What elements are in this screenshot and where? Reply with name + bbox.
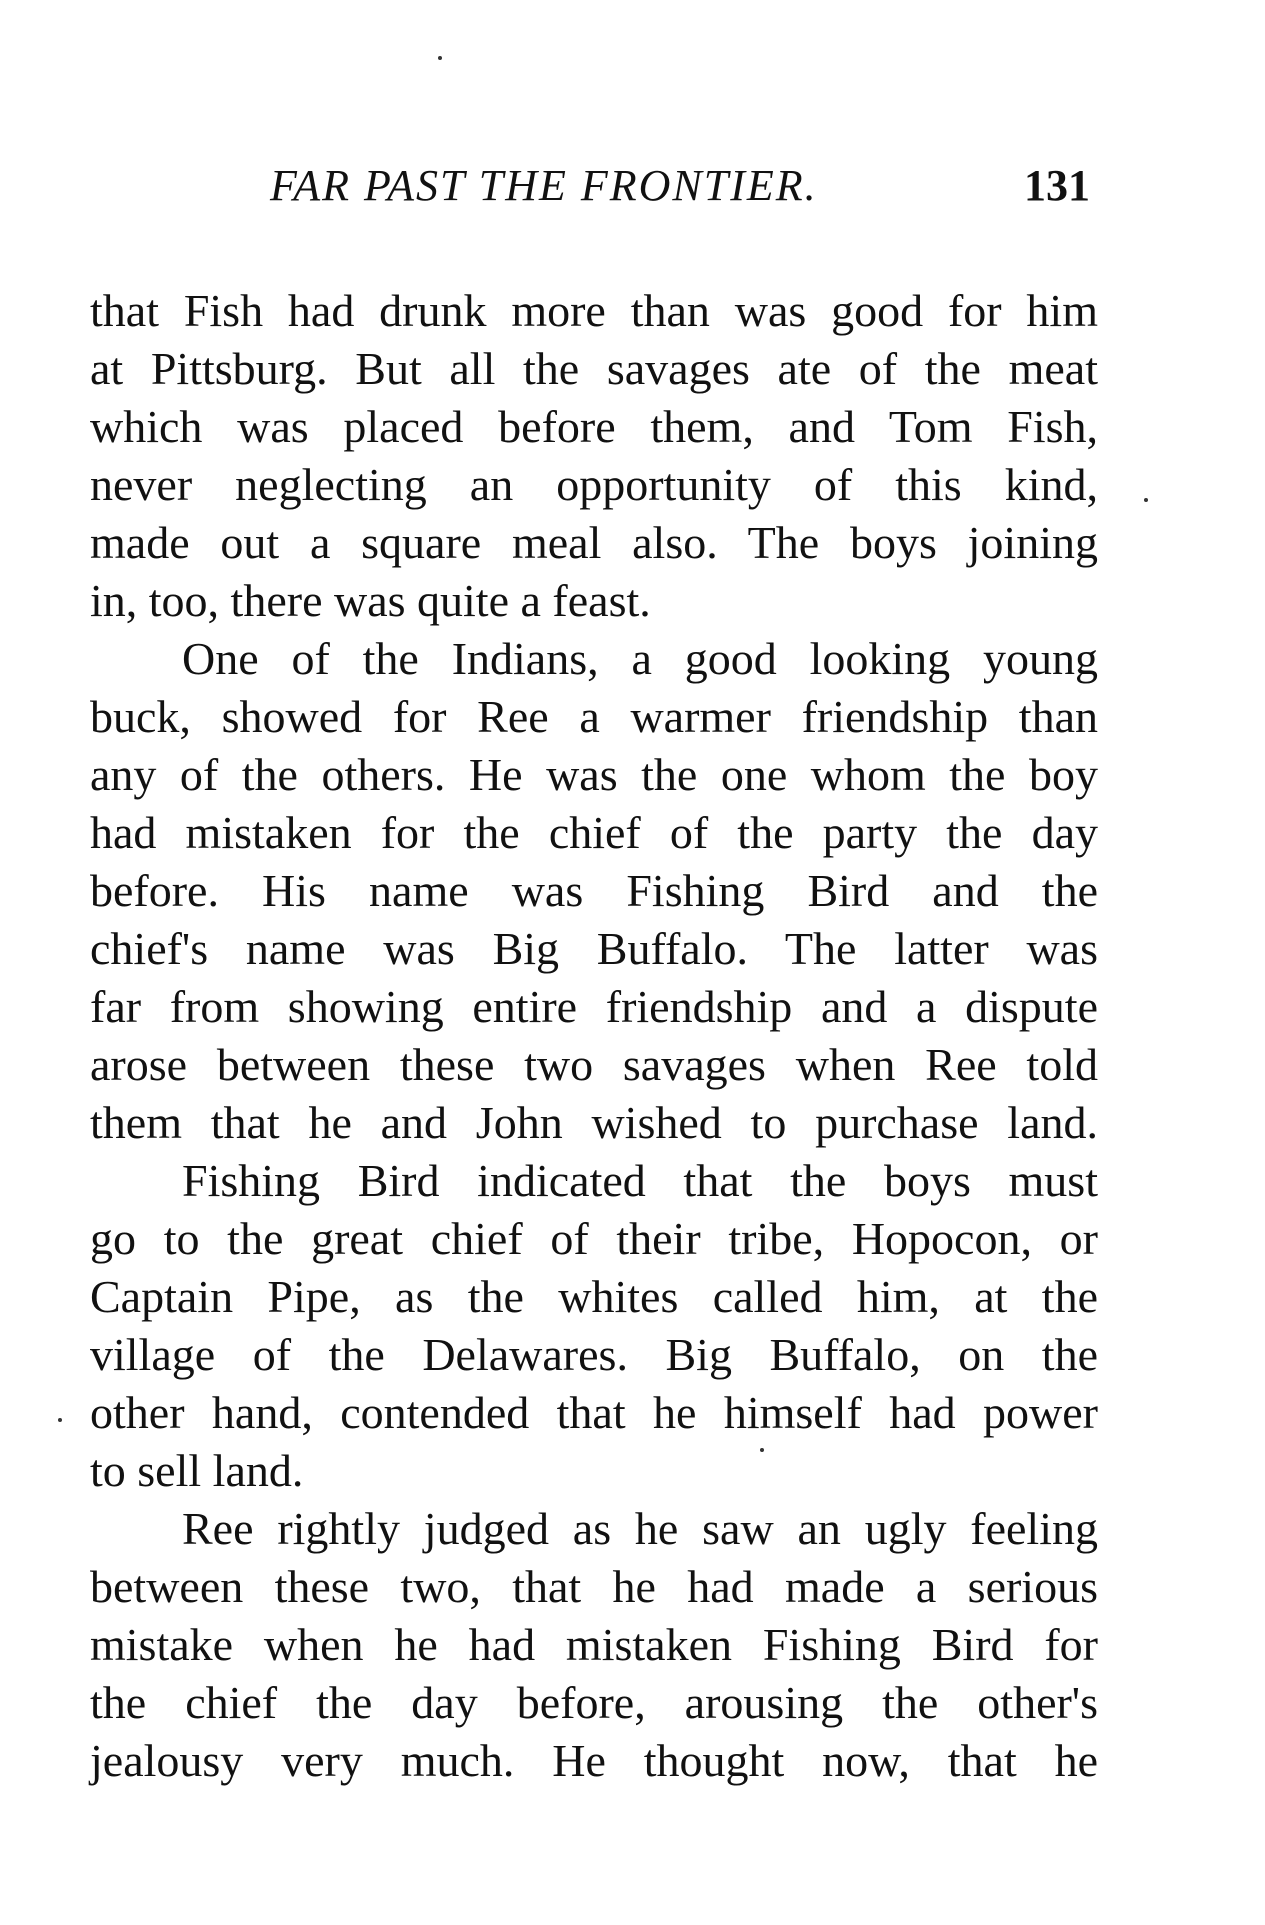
- text-line: mistake when he had mistaken Fishing Bird for: [90, 1619, 1098, 1670]
- text-line: far from showing entire friendship and a dispute: [90, 981, 1098, 1032]
- text-line: made out a square meal also. The boys joining: [90, 517, 1098, 568]
- text-line: the chief the day before, arousing the other's: [90, 1677, 1098, 1728]
- paragraph-first-line: Ree rightly judged as he saw an ugly feeling: [182, 1503, 1098, 1554]
- text-line: Captain Pipe, as the whites called him, at the: [90, 1271, 1098, 1322]
- print-speck: [760, 1448, 764, 1452]
- text-line: in, too, there was quite a feast.: [90, 575, 651, 626]
- print-speck: [58, 1418, 62, 1422]
- text-line: between these two, that he had made a serious: [90, 1561, 1098, 1612]
- text-line: any of the others. He was the one whom the boy: [90, 749, 1098, 800]
- text-line: chief's name was Big Buffalo. The latter was: [90, 923, 1098, 974]
- text-line: had mistaken for the chief of the party the day: [90, 807, 1098, 858]
- paragraph-first-line: Fishing Bird indicated that the boys must: [182, 1155, 1098, 1206]
- text-line: to sell land.: [90, 1445, 304, 1496]
- text-line: that Fish had drunk more than was good for him: [90, 285, 1098, 336]
- running-title: FAR PAST THE FRONTIER.: [270, 161, 818, 210]
- print-speck: [438, 56, 442, 60]
- print-speck: [1144, 498, 1148, 502]
- text-line: which was placed before them, and Tom Fish,: [90, 401, 1098, 452]
- page-header: [270, 160, 1090, 220]
- text-line: arose between these two savages when Ree told: [90, 1039, 1098, 1090]
- text-line: village of the Delawares. Big Buffalo, on the: [90, 1329, 1098, 1380]
- text-line: before. His name was Fishing Bird and the: [90, 865, 1098, 916]
- text-line: them that he and John wished to purchase land.: [90, 1097, 1098, 1148]
- text-line: buck, showed for Ree a warmer friendship than: [90, 691, 1098, 742]
- text-line: at Pittsburg. But all the savages ate of the meat: [90, 343, 1098, 394]
- text-line: jealousy very much. He thought now, that he: [90, 1735, 1098, 1786]
- text-line: never neglecting an opportunity of this kind,: [90, 459, 1098, 510]
- paragraph-first-line: One of the Indians, a good looking young: [182, 633, 1098, 684]
- text-line: go to the great chief of their tribe, Hopocon, or: [90, 1213, 1098, 1264]
- body-text: [90, 282, 1098, 1790]
- page-number: 131: [1024, 161, 1090, 210]
- text-line: other hand, contended that he himself had power: [90, 1387, 1098, 1438]
